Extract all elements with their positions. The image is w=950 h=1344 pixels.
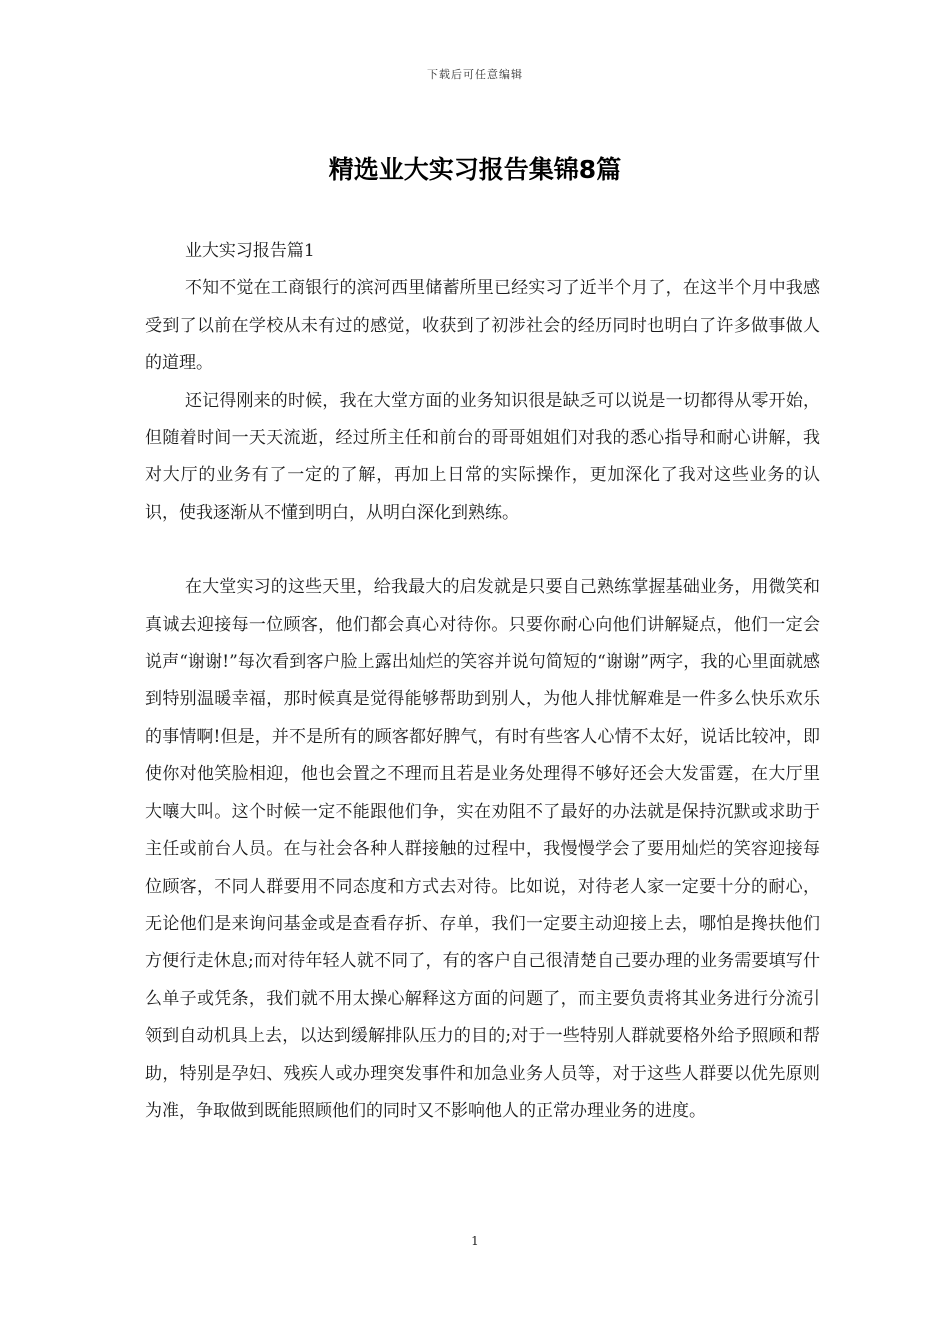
paragraph-1: 不知不觉在工商银行的滨河西里储蓄所里已经实习了近半个月了，在这半个月中我感受到了以前在学校从未有过的感觉，收获到了初涉社会的经历同时也明白了许多做事做人的道理。 <box>145 278 820 374</box>
paragraph-2: 还记得刚来的时候，我在大堂方面的业务知识很是缺乏可以说是一切都得从零开始，但随着时间一天天流逝，经过所主任和前台的哥哥姐姐们对我的悉心指导和耐心讲解，我对大厅的业务有了一定的了解，再加上日常的实际操作，更加深化了我对这些业务的认识，使我逐渐从不懂到明白，从明白深化到熟练。 <box>145 390 820 523</box>
paragraph-3: 在大堂实习的这些天里，给我最大的启发就是只要自己熟练掌握基础业务，用微笑和真诚去迎接每一位顾客，他们都会真心对待你。只要你耐心向他们讲解疑点，他们一定会说声“谢谢!”每次看到客户脸上露出灿烂的笑容并说句简短的“谢谢”两字，我的心里面就感到特别温暖幸福，那时候真是觉得能够帮助到别人，为他人排忧解难是一件多么快乐欢乐的事情啊!但是，并不是所有的顾客都好脾气，有时有些客人心情不太好，说话比较冲，即使你对他笑脸相迎，他也会置之不理而且若是业务处理得不够好还会大发雷霆，在大厅里大嚷大叫。这个时候一定不能跟他们争，实在劝阻不了最好的办法就是保持沉默或求助于主任或前台人员。在与社会各种人群接触的过程中，我慢慢学会了要用灿烂的笑容迎接每位顾客，不同人群要用不同态度和方式去对待。比如说，对待老人家一定要十分的耐心，无论他们是来询问基金或是查看存折、存单，我们一定要主动迎接上去，哪怕是搀扶他们方便行走休息;而对待年轻人就不同了，有的客户自己很清楚自己要办理的业务需要填写什么单子或凭条，我们就不用太操心解释这方面的问题了，而主要负责将其业务进行分流引领到自动机具上去，以达到缓解排队压力的目的;对于一些特别人群就要格外给予照顾和帮助，特别是孕妇、残疾人或办理突发事件和加急业务人员等，对于这些人群要以优先原则为准，争取做到既能照顾他们的同时又不影响他人的正常办理业务的进度。 <box>145 577 820 1121</box>
paragraph-spacer <box>145 532 820 569</box>
section-heading: 业大实习报告篇1 <box>184 241 315 261</box>
page-header-note: 下载后可任意编辑 <box>427 68 523 81</box>
page-number: 1 <box>471 1234 479 1248</box>
document-body <box>145 231 820 1130</box>
document-title: 精选业大实习报告集锦8篇 <box>328 155 622 184</box>
